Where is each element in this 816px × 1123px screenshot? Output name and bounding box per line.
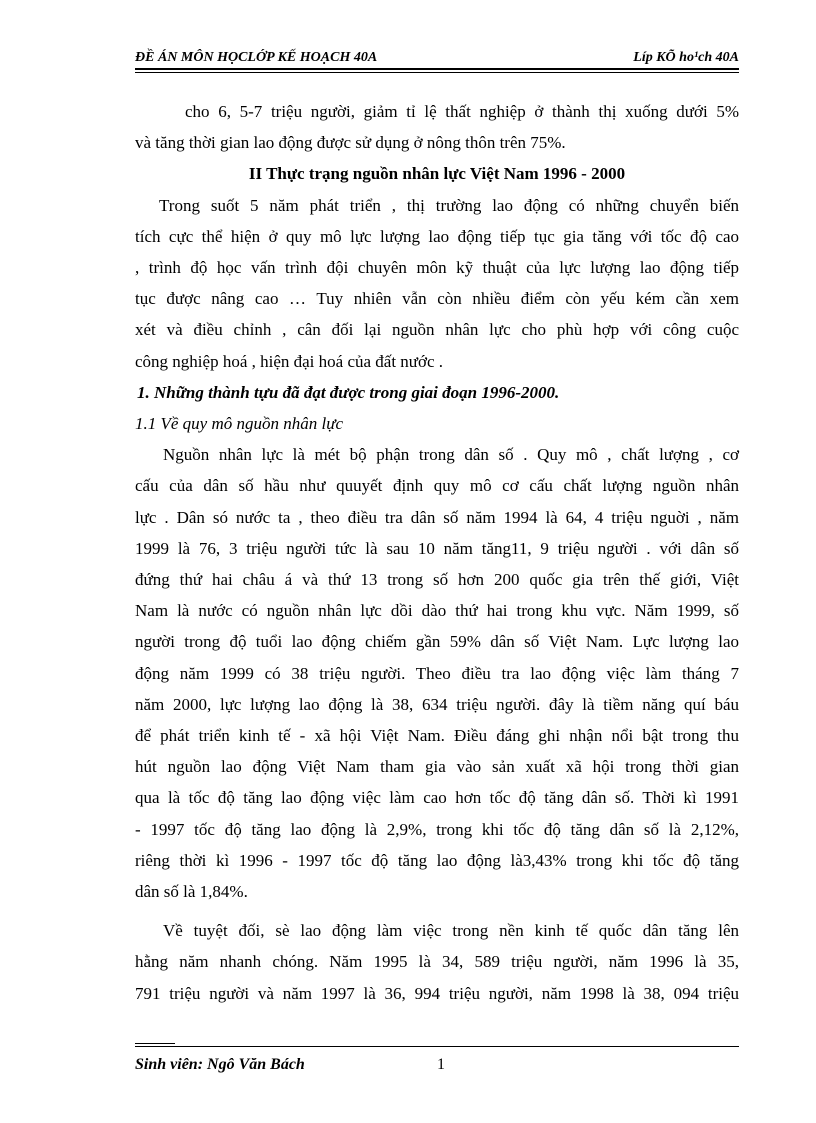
header-rule	[135, 68, 739, 70]
footer-author: Sinh viên: Ngô Văn Bách	[135, 1056, 305, 1073]
paragraph-4	[135, 915, 739, 1009]
text-line: qua là tốc độ tăng lao động việc làm cao hơn tốc độ tăng dân số. Thời kì 1991	[135, 788, 739, 808]
text-line: Trong suốt 5 năm phát triển , thị trường lao động có những chuyển biến	[159, 195, 739, 215]
text-line: tích cực thể hiện ở quy mô lực lượng lao động tiếp tục gia tăng với tốc độ cao	[135, 226, 739, 246]
paragraph-2	[135, 190, 739, 377]
header-class: Líp KÕ ho¹ch 40A	[633, 50, 739, 65]
text-line: xét và điều chỉnh , cân đối lại nguồn nhân lực cho phù hợp với công cuộc	[135, 320, 739, 340]
text-line: để phát triển kinh tế - xã hội Việt Nam. Điều đáng ghi nhận nổi bật trong thu	[135, 726, 739, 746]
header-title: ĐỀ ÁN MÔN HỌCLỚP KẾ HOẠCH 40A	[135, 50, 378, 65]
text-line: , trình độ học vấn trình đội chuyên môn kỹ thuật của lực lượng lao động tiếp	[135, 258, 739, 278]
footer-rule	[135, 1046, 739, 1047]
text-line: năm 2000, lực lượng lao động là 38, 634 triệu người. đây là tiềm năng quí báu	[135, 694, 739, 714]
paragraph-3	[135, 439, 739, 907]
header-rule-thin	[135, 72, 739, 73]
text-line: Nam là nước có nguồn nhân lực dồi dào thứ hai trong khu vực. Năm 1999, số	[135, 601, 739, 621]
text-line: tục được nâng cao … Tuy nhiên vẫn còn nhiều điểm còn yếu kém cần xem	[135, 289, 739, 309]
text-line: công nghiệp hoá , hiện đại hoá của đất nước .	[135, 351, 444, 371]
text-line: người trong độ tuổi lao động chiếm gần 59% dân số Việt Nam. Lực lượng lao	[135, 632, 739, 652]
footer-rule-short	[135, 1043, 175, 1044]
text-line: hằng năm nhanh chóng. Năm 1995 là 34, 589 triệu người, năm 1996 là 35,	[135, 952, 739, 972]
text-line: 1999 là 76, 3 triệu người tức là sau 10 năm tăng11, 9 triệu người . với dân số	[135, 538, 739, 558]
text-line: Về tuyệt đối, sè lao động làm việc trong nền kinh tế quốc dân tăng lên	[163, 921, 739, 941]
paragraph-intro	[135, 96, 739, 158]
page-header	[135, 50, 739, 70]
text-line: động năm 1999 có 38 triệu người. Theo điều tra lao động việc làm tháng 7	[135, 663, 739, 683]
text-line: riêng thời kì 1996 - 1997 tốc độ tăng lao động là3,43% trong khi tốc độ tăng	[135, 850, 739, 870]
text-line: hút nguồn lao động Việt Nam tham gia vào sản xuất xã hội trong thời gian	[135, 757, 739, 777]
text-line: cấu của dân số hầu như quuyết định quy mô cơ cấu chất lượng nguồn nhân	[135, 476, 739, 496]
page-footer	[135, 1056, 739, 1074]
document-body	[135, 96, 739, 1009]
text-line: đứng thứ hai châu á và thứ 13 trong số hơn 200 quốc gia trên thế giới, Việt	[135, 570, 739, 590]
page-number: 1	[437, 1056, 445, 1073]
text-line: cho 6, 5-7 triệu người, giảm tỉ lệ thất nghiệp ở thành thị xuống dưới 5%	[185, 102, 739, 121]
section-heading-2: II Thực trạng nguồn nhân lực Việt Nam 1996 - 2000	[248, 164, 626, 184]
text-line: dân số là 1,84%.	[135, 882, 248, 902]
text-line: Nguồn nhân lực là mét bộ phận trong dân số . Quy mô , chất lượng , cơ	[163, 445, 739, 465]
section-heading-1: 1. Những thành tựu đã đạt được trong giai đoạn 1996-2000.	[137, 382, 560, 402]
subsection-heading-1-1: 1.1 Về quy mô nguồn nhân lực	[135, 414, 344, 434]
text-line: và tăng thời gian lao động được sử dụng ở nông thôn trên 75%.	[135, 133, 566, 153]
text-line: 791 triệu người và năm 1997 là 36, 994 triệu người, năm 1998 là 38, 094 triệu	[135, 983, 739, 1003]
text-line: - 1997 tốc độ tăng lao động là 2,9%, trong khi tốc độ tăng dân số là 2,12%,	[135, 819, 739, 839]
text-line: lực . Dân só nước ta , theo điều tra dân số năm 1994 là 64, 4 triệu nguời , năm	[135, 507, 739, 527]
